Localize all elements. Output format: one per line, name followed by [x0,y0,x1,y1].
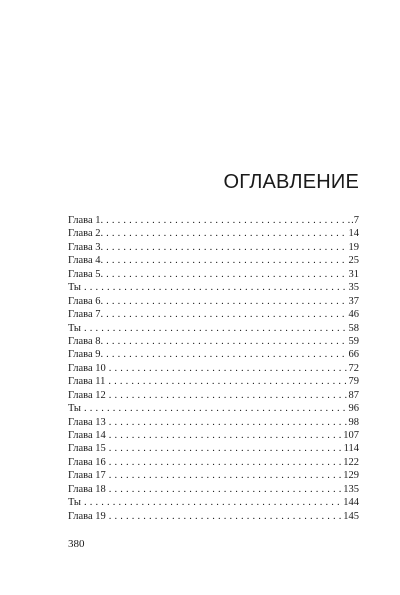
toc-entry-label: Глава 2. [68,228,104,240]
toc-entry-label: Глава 10 [68,362,106,374]
toc-entry-label: Глава 6. [68,295,104,307]
toc-leader-dots [84,281,348,294]
toc-entry [68,362,359,375]
toc-entry-page: 144 [343,497,359,509]
toc-entry-page: 129 [343,470,359,482]
toc-entry-label: Глава 16 [68,456,106,468]
toc-leader-dots [106,254,347,267]
toc-entry-label: Ты [68,282,81,294]
toc-entry-label: Глава 8. [68,335,104,347]
toc-entry-label: Глава 13 [68,416,106,428]
toc-entry [68,241,359,254]
toc-entry-page: 72 [348,362,359,374]
toc-entry [68,281,359,294]
toc-entry [68,295,359,308]
toc-entry-label: Ты [68,403,81,415]
toc-leader-dots [109,469,342,482]
toc-entry-label: Глава 11 [68,376,106,388]
toc-entry-page: 35 [348,282,359,294]
toc-entry-page: 96 [348,403,359,415]
toc-entry-label: Глава 15 [68,443,106,455]
toc-list [68,214,359,523]
toc-entry-page: 59 [348,335,359,347]
toc-entry-label: Глава 12 [68,389,106,401]
toc-heading: ОГЛАВЛЕНИЕ [223,171,359,193]
toc-leader-dots [109,510,342,523]
toc-entry [68,389,359,402]
toc-leader-dots [84,402,348,415]
toc-entry-page: 31 [348,268,359,280]
toc-entry [68,456,359,469]
toc-entry [68,469,359,482]
toc-entry-label: Глава 7. [68,309,104,321]
toc-entry-page: 114 [343,443,359,455]
toc-entry [68,268,359,281]
toc-entry [68,496,359,509]
toc-leader-dots [106,348,347,361]
toc-leader-dots [106,308,347,321]
toc-entry-page: 87 [348,389,359,401]
toc-entry [68,510,359,523]
toc-entry-page: 122 [343,456,359,468]
toc-leader-dots [109,483,342,496]
toc-entry-label: Глава 4. [68,255,104,267]
toc-entry-page: 145 [343,510,359,522]
toc-entry [68,308,359,321]
toc-entry [68,402,359,415]
toc-entry-label: Глава 5. [68,268,104,280]
toc-entry [68,429,359,442]
toc-leader-dots [106,241,347,254]
toc-entry-page: 46 [348,309,359,321]
toc-entry-label: Глава 14 [68,430,106,441]
toc-entry-page: 19 [348,241,359,253]
toc-entry [68,322,359,335]
toc-entry-label: Глава 18 [68,483,106,495]
toc-leader-dots [106,214,350,227]
toc-entry [68,348,359,361]
toc-leader-dots [109,362,348,375]
toc-leader-dots [106,268,347,281]
toc-entry-label: Глава 1. [68,215,104,226]
toc-entry [68,483,359,496]
toc-entry-page: 79 [348,376,359,388]
toc-entry-page: 135 [343,483,359,495]
toc-entry-label: Глава 19 [68,510,106,522]
toc-leader-dots [109,389,348,402]
toc-leader-dots [109,456,342,469]
toc-entry-label: Глава 3. [68,241,104,253]
toc-leader-dots [84,322,348,335]
toc-leader-dots [109,429,342,442]
toc-entry-page: 98 [348,416,359,428]
toc-entry-page: 14 [348,228,359,240]
toc-entry [68,375,359,388]
toc-entry-page: 66 [348,349,359,361]
toc-entry-label: Глава 9. [68,349,104,361]
toc-leader-dots [109,442,343,455]
toc-leader-dots [84,496,342,509]
toc-entry-page: .7 [351,215,359,226]
toc-entry [68,214,359,227]
toc-entry-page: 25 [348,255,359,267]
toc-entry-page: 58 [348,322,359,334]
toc-entry [68,335,359,348]
toc-entry-page: 37 [348,295,359,307]
toc-leader-dots [109,416,348,429]
toc-entry [68,227,359,240]
toc-leader-dots [106,227,347,240]
toc-entry-label: Ты [68,322,81,334]
toc-leader-dots [108,375,347,388]
toc-entry-page: 107 [343,430,359,441]
toc-leader-dots [106,295,347,308]
toc-leader-dots [106,335,347,348]
toc-entry [68,254,359,267]
toc-entry [68,442,359,455]
page-number: 380 [68,538,85,550]
toc-entry [68,416,359,429]
toc-entry-label: Глава 17 [68,470,106,482]
toc-entry-label: Ты [68,497,81,509]
